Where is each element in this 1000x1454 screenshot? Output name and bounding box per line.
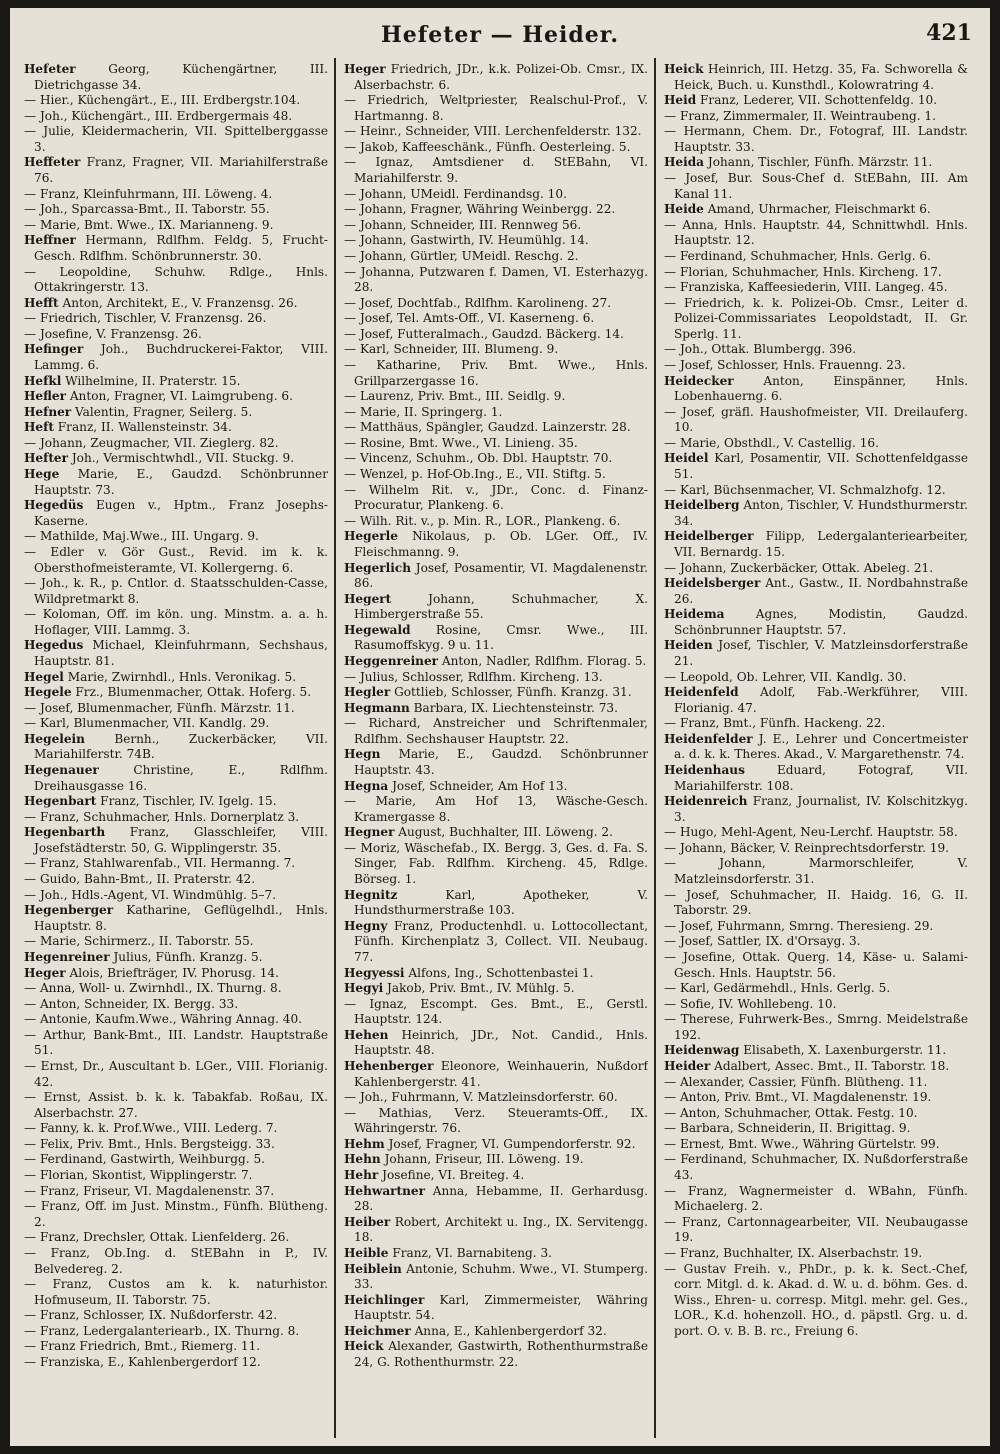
directory-entry: — Wilhelm Rit. v., JDr., Conc. d. Finanz-Procuratur, Plankeng. 6. — [344, 482, 648, 513]
directory-entry: — Rosine, Bmt. Wwe., VI. Linieng. 35. — [344, 435, 578, 450]
directory-entry: Hehwartner Anna, Hebamme, II. Gerhardusg. 28. — [344, 1183, 648, 1214]
directory-entry: — Barbara, Schneiderin, II. Brigittag. 9. — [664, 1121, 911, 1136]
directory-entry: — Franz, Friseur, VI. Magdalenenstr. 37. — [24, 1183, 275, 1198]
directory-entry: — Julie, Kleidermacherin, VII. Spittelberggasse 3. — [24, 124, 328, 154]
directory-entry: — Anton, Schneider, IX. Bergg. 33. — [24, 996, 239, 1011]
directory-entry: — Franz, Cartonnagearbeiter, VII. Neubaugasse 19. — [664, 1214, 968, 1245]
directory-entry: Hefkl Wilhelmine, II. Praterstr. 15. — [24, 373, 241, 388]
directory-entry: Heger Alois, Briefträger, IV. Phorusg. 14. — [24, 965, 279, 980]
directory-entry: — Alexander, Cassier, Fünfh. Blütheng. 11. — [664, 1074, 928, 1089]
directory-entry: — Franz, Bmt., Fünfh. Hackeng. 22. — [664, 716, 886, 731]
directory-entry: Heick Heinrich, III. Hetzg. 35, Fa. Schworella & Heick, Buch. u. Kunsthdl., Kolowratring 4. — [664, 62, 968, 92]
directory-entry: — Katharine, Priv. Bmt. Wwe., Hnls. Grillparzergasse 16. — [344, 357, 648, 388]
directory-entry: Hegler Gottlieb, Schlosser, Fünfh. Kranzg. 31. — [344, 685, 632, 700]
directory-entry: — Johann, Marmorschleifer, V. Matzleinsdorferstr. 31. — [664, 856, 968, 887]
directory-entry: — Marie, Bmt. Wwe., IX. Marianneng. 9. — [24, 217, 274, 232]
directory-entry: — Marie, Obsthdl., V. Castellig. 16. — [664, 435, 879, 450]
directory-entry: Hegn Marie, E., Gaudzd. Schönbrunner Hauptstr. 43. — [344, 747, 648, 778]
directory-entry: Hehm Josef, Fragner, VI. Gumpendorferstr. 92. — [344, 1136, 636, 1151]
directory-entry: Heggenreiner Anton, Nadler, Rdlfhm. Florag. 5. — [344, 653, 647, 668]
directory-entry: Hegenreiner Julius, Fünfh. Kranzg. 5. — [24, 949, 263, 964]
directory-entry: — Franz, Stahlwarenfab., VII. Hermanng. 7. — [24, 856, 296, 871]
directory-entry: Hefft Anton, Architekt, E., V. Franzensg. 26. — [24, 295, 298, 310]
directory-entry: — Anton, Priv. Bmt., VI. Magdalenenstr. 19. — [664, 1090, 932, 1105]
directory-entry: — Mathias, Verz. Steueramts-Off., IX. Währingerstr. 76. — [344, 1105, 648, 1136]
directory-entry: Hegyi Jakob, Priv. Bmt., IV. Mühlg. 5. — [344, 981, 575, 996]
directory-entry: — Karl, Schneider, III. Blumeng. 9. — [344, 342, 559, 357]
directory-entry: — Joh., k. R., p. Cntlor. d. Staatsschulden-Casse, Wildpretmarkt 8. — [24, 576, 328, 606]
directory-entry: Heichmer Anna, E., Kahlenbergerdorf 32. — [344, 1323, 607, 1338]
directory-entry: Hefler Anton, Fragner, VI. Laimgrubeng. 6. — [24, 389, 293, 404]
directory-entry: — Florian, Schuhmacher, Hnls. Kircheng. 17. — [664, 264, 942, 279]
directory-entry: — Johann, UMeidl. Ferdinandsg. 10. — [344, 186, 567, 201]
directory-entry: Heiden Josef, Tischler, V. Matzleinsdorferstraße 21. — [664, 638, 968, 668]
page-title: Hefeter — Heider. — [380, 22, 620, 48]
directory-entry: — Joh., Hdls.-Agent, VI. Windmühlg. 5–7. — [24, 887, 277, 902]
directory-entry: Heft Franz, II. Wallensteinstr. 34. — [24, 420, 232, 435]
directory-entry: — Johann, Gastwirth, IV. Heumühlg. 14. — [344, 233, 589, 248]
directory-entry: — Johann, Schneider, III. Rennweg 56. — [344, 217, 582, 232]
directory-entry: — Josef, Schuhmacher, II. Haidg. 16, G. II. Taborstr. 29. — [664, 887, 968, 918]
directory-entry: Hegnitz Karl, Apotheker, V. Hundsthurmerstraße 103. — [344, 887, 648, 918]
directory-entry: — Josefine, V. Franzensg. 26. — [24, 326, 202, 341]
directory-entry: — Hugo, Mehl-Agent, Neu-Lerchf. Hauptstr. 58. — [664, 825, 958, 840]
page-number: 421 — [926, 20, 972, 46]
directory-entry: — Arthur, Bank-Bmt., III. Landstr. Hauptstraße 51. — [24, 1027, 328, 1058]
directory-entry: — Josef, Tel. Amts-Off., VI. Kaserneng. 6. — [344, 311, 595, 326]
directory-entry: Hegerle Nikolaus, p. Ob. LGer. Off., IV. Fleischmanng. 9. — [344, 529, 648, 559]
directory-entry: Heidelberg Anton, Tischler, V. Hundsthurmerstr. 34. — [664, 498, 968, 528]
directory-entry: — Franz, Off. im Just. Minstm., Fünfh. Blütheng. 2. — [24, 1199, 328, 1229]
directory-entry: — Joh., Ottak. Blumbergg. 396. — [664, 342, 857, 357]
directory-entry: — Moriz, Wäschefab., IX. Bergg. 3, Ges. d. Fa. S. Singer, Fab. Rdlfhm. Kircheng. 45, Rdlge. Börseg. 1. — [344, 840, 648, 887]
directory-entry: — Antonie, Kaufm.Wwe., Währing Annag. 40. — [24, 1012, 302, 1027]
directory-entry: — Leopold, Ob. Lehrer, VII. Kandlg. 30. — [664, 669, 907, 684]
directory-entry: — Johann, Zuckerbäcker, Ottak. Abeleg. 21. — [664, 560, 934, 575]
directory-entry: Heide Amand, Uhrmacher, Fleischmarkt 6. — [664, 202, 931, 217]
directory-entry: — Gustav Freih. v., PhDr., p. k. k. Sect.-Chef, corr. Mitgl. d. k. Akad. d. W. u. d. böhm. Ges. d. Wiss., Ehren- u. corresp. Mitgl. mehr. gel. Ges., LOR., K.d. hohenzoll. HO., d. päpstl. Grg. u. d. port. O. v. B. B. rc., Freiung 6. — [664, 1261, 968, 1338]
directory-entry: Hegedus Michael, Kleinfuhrmann, Sechshaus, Hauptstr. 81. — [24, 638, 328, 668]
directory-entry: — Hier., Küchengärt., E., III. Erdbergstr.104. — [24, 93, 301, 108]
directory-entry: — Johann, Bäcker, V. Reinprechtsdorferstr. 19. — [664, 840, 950, 855]
directory-entry: — Ignaz, Escompt. Ges. Bmt., E., Gerstl. Hauptstr. 124. — [344, 996, 648, 1027]
directory-entry: Hegenbart Franz, Tischler, IV. Igelg. 15. — [24, 794, 277, 809]
directory-entry: — Franz, Custos am k. k. naturhistor. Hofmuseum, II. Taborstr. 75. — [24, 1277, 328, 1307]
directory-entry: — Anna, Hnls. Hauptstr. 44, Schnittwhdl. Hnls. Hauptstr. 12. — [664, 217, 968, 248]
directory-entry: — Marie, Schirmerz., II. Taborstr. 55. — [24, 934, 254, 949]
directory-entry: Hegna Josef, Schneider, Am Hof 13. — [344, 778, 568, 793]
directory-entry: — Ferdinand, Schuhmacher, IX. Nußdorferstraße 43. — [664, 1152, 968, 1183]
directory-entry: Hegny Franz, Productenhdl. u. Lottocollectant, Fünfh. Kirchenplatz 3, Collect. VII. Neubaug. 77. — [344, 918, 648, 964]
directory-entry: Heidel Karl, Posamentir, VII. Schottenfeldgasse 51. — [664, 451, 968, 482]
directory-entry: Hegmann Barbara, IX. Liechtensteinstr. 73. — [344, 700, 618, 715]
directory-entry: — Joh., Fuhrmann, V. Matzleinsdorferstr. 60. — [344, 1090, 618, 1105]
directory-entry: — Wenzel, p. Hof-Ob.Ing., E., VII. Stiftg. 5. — [344, 467, 606, 482]
directory-entry: — Franz, Ledergalanteriearb., IX. Thurng. 8. — [24, 1323, 300, 1338]
column-divider — [334, 58, 336, 1438]
page-header — [10, 8, 990, 50]
directory-entry: — Johann, Zeugmacher, VII. Zieglerg. 82. — [24, 435, 279, 450]
directory-entry: Hegel Marie, Zwirnhdl., Hnls. Veronikag. 5. — [24, 669, 297, 684]
directory-entry: Hegert Johann, Schuhmacher, X. Himbergerstraße 55. — [344, 591, 648, 622]
directory-entry: — Franziska, E., Kahlenbergerdorf 12. — [24, 1354, 261, 1369]
directory-entry: — Marie, II. Springerg. 1. — [344, 404, 503, 419]
directory-entry: — Ernest, Bmt. Wwe., Währing Gürtelstr. 99. — [664, 1136, 940, 1151]
directory-entry: — Josef, Sattler, IX. d'Orsayg. 3. — [664, 934, 861, 949]
directory-entry: — Josef, Fuhrmann, Smrng. Theresieng. 29. — [664, 918, 934, 933]
directory-entry: — Josefine, Ottak. Querg. 14, Käse- u. Salami-Gesch. Hnls. Hauptstr. 56. — [664, 949, 968, 980]
directory-entry: — Josef, gräfl. Haushofmeister, VII. Dreilauferg. 10. — [664, 404, 968, 435]
directory-entry: Hehen Heinrich, JDr., Not. Candid., Hnls. Hauptstr. 48. — [344, 1027, 648, 1058]
directory-entry: Hegewald Rosine, Cmsr. Wwe., III. Rasumoffskyg. 9 u. 11. — [344, 622, 648, 653]
directory-entry: Heiber Robert, Architekt u. Ing., IX. Servitengg. 18. — [344, 1214, 648, 1245]
directory-entry: Hegenauer Christine, E., Rdlfhm. Dreihausgasse 16. — [24, 763, 328, 793]
directory-entry: — Franz, Kleinfuhrmann, III. Löweng. 4. — [24, 186, 273, 201]
directory-entry: Heider Adalbert, Assec. Bmt., II. Taborstr. 18. — [664, 1059, 950, 1073]
directory-entry: — Friedrich, Tischler, V. Franzensg. 26. — [24, 311, 267, 326]
directory-entry: — Franz, Buchhalter, IX. Alserbachstr. 19. — [664, 1245, 923, 1260]
directory-entry: Heffeter Franz, Fragner, VII. Mariahilferstraße 76. — [24, 155, 328, 186]
directory-entry: — Anna, Woll- u. Zwirnhdl., IX. Thurng. 8. — [24, 981, 282, 996]
directory-entry: Hehr Josefine, VI. Breiteg. 4. — [344, 1168, 525, 1183]
directory-entry: — Joh., Küchengärt., III. Erdbergermais 48. — [24, 108, 293, 123]
directory-entry: — Mathilde, Maj.Wwe., III. Ungarg. 9. — [24, 529, 259, 544]
directory-entry: — Franz Friedrich, Bmt., Riemerg. 11. — [24, 1339, 261, 1354]
directory-entry: — Ferdinand, Gastwirth, Weihburgg. 5. — [24, 1152, 265, 1167]
directory-entry: — Leopoldine, Schuhw. Rdlge., Hnls. Ottakringerstr. 13. — [24, 264, 328, 295]
directory-entry: — Franz, Wagnermeister d. WBahn, Fünfh. Michaelerg. 2. — [664, 1183, 968, 1214]
directory-entry: — Julius, Schlosser, Rdlfhm. Kircheng. 13. — [344, 669, 603, 684]
directory-entry: Hehenberger Eleonore, Weinhauerin, Nußdorf Kahlenbergerstr. 41. — [344, 1059, 648, 1089]
column-divider — [654, 58, 656, 1438]
directory-entry: — Felix, Priv. Bmt., Hnls. Bergsteigg. 33. — [24, 1136, 275, 1151]
directory-entry: — Guido, Bahn-Bmt., II. Praterstr. 42. — [24, 872, 256, 887]
directory-entry: Hegenbarth Franz, Glasschleifer, VIII. Josefstädterstr. 50, G. Wipplingerstr. 35. — [24, 825, 328, 855]
directory-entry: — Friedrich, Weltpriester, Realschul-Prof., V. Hartmanng. 8. — [344, 93, 648, 123]
directory-entry: — Karl, Gedärmehdl., Hnls. Gerlg. 5. — [664, 981, 891, 996]
directory-entry: Hehn Johann, Friseur, III. Löweng. 19. — [344, 1152, 584, 1167]
directory-entry: — Karl, Blumenmacher, VII. Kandlg. 29. — [24, 716, 270, 731]
directory-entry: — Sofie, IV. Wohllebeng. 10. — [664, 996, 837, 1011]
directory-entry: Heidecker Anton, Einspänner, Hnls. Lobenhauerng. 6. — [664, 373, 968, 404]
directory-entry: Heidenreich Franz, Journalist, IV. Kolschitzkyg. 3. — [664, 794, 968, 824]
directory-entry: Hegner August, Buchhalter, III. Löweng. 2. — [344, 825, 613, 840]
directory-entry: Heichlinger Karl, Zimmermeister, Währing Hauptstr. 54. — [344, 1292, 648, 1323]
directory-entry: — Franz, Drechsler, Ottak. Lienfelderg. 26. — [24, 1230, 290, 1245]
directory-entry: — Ernst, Assist. b. k. k. Tabakfab. Roßau, IX. Alserbachstr. 27. — [24, 1090, 328, 1120]
directory-entry: — Franz, Schuhmacher, Hnls. Dornerplatz 3. — [24, 809, 300, 824]
directory-entry: — Richard, Anstreicher und Schriftenmaler, Rdlfhm. Sechshauser Hauptstr. 22. — [344, 716, 648, 746]
directory-entry: — Therese, Fuhrwerk-Bes., Smrng. Meidelstraße 192. — [664, 1012, 968, 1042]
directory-entry: Heidenfeld Adolf, Fab.-Werkführer, VIII. Florianig. 47. — [664, 685, 968, 715]
column-1 — [24, 62, 328, 1438]
directory-entry: Hefter Joh., Vermischtwhdl., VII. Stuckg. 9. — [24, 451, 295, 466]
directory-entry: Hegelein Bernh., Zuckerbäcker, VII. Mariahilferstr. 74B. — [24, 731, 328, 762]
directory-entry: — Vincenz, Schuhm., Ob. Dbl. Hauptstr. 70. — [344, 451, 613, 466]
directory-entry: Hegele Frz., Blumenmacher, Ottak. Hoferg. 5. — [24, 685, 312, 700]
directory-entry: Hefinger Joh., Buchdruckerei-Faktor, VIII. Lammg. 6. — [24, 342, 328, 372]
directory-entry: — Josef, Schlosser, Hnls. Frauenng. 23. — [664, 357, 906, 372]
directory-entry: — Jakob, Kaffeeschänk., Fünfh. Oesterleing. 5. — [344, 139, 631, 154]
directory-entry: Heidenfelder J. E., Lehrer und Concertmeister a. d. k. k. Theres. Akad., V. Margarethenstr. 74. — [664, 731, 968, 762]
directory-entry: — Marie, Am Hof 13, Wäsche-Gesch. Kramergasse 8. — [344, 794, 648, 824]
directory-entry: Heger Friedrich, JDr., k.k. Polizei-Ob. Cmsr., IX. Alserbachstr. 6. — [344, 62, 648, 92]
directory-entry: — Franziska, Kaffeesiederin, VIII. Langeg. 45. — [664, 280, 948, 295]
column-2 — [344, 62, 648, 1438]
directory-entry: Heidelsberger Ant., Gastw., II. Nordbahnstraße 26. — [664, 576, 968, 606]
directory-entry: — Laurenz, Priv. Bmt., III. Seidlg. 9. — [344, 389, 566, 404]
directory-entry: — Franz, Zimmermaler, II. Weintraubeng. 1. — [664, 108, 936, 123]
directory-entry: — Anton, Schuhmacher, Ottak. Festg. 10. — [664, 1105, 918, 1120]
directory-page — [10, 8, 990, 1446]
directory-entry: — Franz, Schlosser, IX. Nußdorferstr. 42. — [24, 1308, 278, 1323]
directory-entry: Heible Franz, VI. Barnabiteng. 3. — [344, 1245, 553, 1260]
column-3 — [664, 62, 968, 1438]
directory-entry: — Heinr., Schneider, VIII. Lerchenfelderstr. 132. — [344, 124, 642, 139]
directory-entry: — Franz, Ob.Ing. d. StEBahn in P., IV. Belvedereg. 2. — [24, 1245, 328, 1276]
directory-entry: — Fanny, k. k. Prof.Wwe., VIII. Lederg. 7. — [24, 1121, 278, 1136]
directory-entry: — Josef, Futteralmach., Gaudzd. Bäckerg. 14. — [344, 326, 624, 341]
directory-entry: — Ernst, Dr., Auscultant b. LGer., VIII. Florianig. 42. — [24, 1059, 328, 1089]
directory-entry: Heid Franz, Lederer, VII. Schottenfeldg. 10. — [664, 93, 938, 108]
directory-entry: — Josef, Bur. Sous-Chef d. StEBahn, III. Am Kanal 11. — [664, 171, 968, 201]
directory-entry: — Koloman, Off. im kön. ung. Minstm. a. a. h. Hoflager, VIII. Lammg. 3. — [24, 607, 328, 637]
directory-entry: — Johanna, Putzwaren f. Damen, VI. Esterhazyg. 28. — [344, 264, 648, 295]
directory-entry: Heida Johann, Tischler, Fünfh. Märzstr. 11. — [664, 155, 933, 170]
directory-entry: — Josef, Dochtfab., Rdlfhm. Karolineng. 27. — [344, 295, 612, 310]
directory-entry: Heidenhaus Eduard, Fotograf, VII. Mariahilferstr. 108. — [664, 763, 968, 793]
directory-entry: Heidenwag Elisabeth, X. Laxenburgerstr. 11. — [664, 1043, 947, 1058]
directory-entry: — Friedrich, k. k. Polizei-Ob. Cmsr., Leiter d. Polizei-Commissariates Leopoldstadt, II. Gr. Sperlg. 11. — [664, 295, 968, 341]
directory-entry: — Joh., Sparcassa-Bmt., II. Taborstr. 55. — [24, 202, 270, 217]
directory-entry: — Johann, Fragner, Währing Weinbergg. 22. — [344, 202, 616, 217]
directory-entry: — Hermann, Chem. Dr., Fotograf, III. Landstr. Hauptstr. 33. — [664, 124, 968, 154]
directory-entry: Hegenberger Katharine, Geflügelhdl., Hnls. Hauptstr. 8. — [24, 903, 328, 933]
directory-entry: — Wilh. Rit. v., p. Min. R., LOR., Plankeng. 6. — [344, 513, 621, 528]
directory-entry: — Ignaz, Amtsdiener d. StEBahn, VI. Mariahilferstr. 9. — [344, 155, 648, 186]
directory-entry: Hege Marie, E., Gaudzd. Schönbrunner Hauptstr. 73. — [24, 467, 328, 497]
directory-entry: Hegerlich Josef, Posamentir, VI. Magdalenenstr. 86. — [344, 560, 648, 591]
directory-entry: Hegyessi Alfons, Ing., Schottenbastei 1. — [344, 965, 594, 980]
directory-entry: — Ferdinand, Schuhmacher, Hnls. Gerlg. 6. — [664, 248, 931, 263]
directory-entry: Hegedüs Eugen v., Hptm., Franz Josephs-Kaserne. — [24, 498, 328, 528]
directory-entry: Heick Alexander, Gastwirth, Rothenthurmstraße 24, G. Rothenthurmstr. 22. — [344, 1339, 648, 1369]
directory-entry: — Edler v. Gör Gust., Revid. im k. k. Obersthofmeisteramte, VI. Kollergerng. 6. — [24, 544, 328, 575]
directory-entry: Heidema Agnes, Modistin, Gaudzd. Schönbrunner Hauptstr. 57. — [664, 607, 968, 637]
directory-entry: — Josef, Blumenmacher, Fünfh. Märzstr. 11. — [24, 700, 295, 715]
directory-entry: Hefner Valentin, Fragner, Seilerg. 5. — [24, 404, 253, 419]
directory-entry: Hefeter Georg, Küchengärtner, III. Dietrichgasse 34. — [24, 62, 328, 92]
directory-entry: — Karl, Büchsenmacher, VI. Schmalzhofg. 12. — [664, 482, 946, 497]
directory-entry: Heiblein Antonie, Schuhm. Wwe., VI. Stumperg. 33. — [344, 1261, 648, 1292]
directory-entry: Heidelberger Filipp, Ledergalanteriearbeiter, VII. Bernardg. 15. — [664, 529, 968, 559]
directory-entry: Heffner Hermann, Rdlfhm. Feldg. 5, Frucht-Gesch. Rdlfhm. Schönbrunnerstr. 30. — [24, 233, 328, 263]
directory-entry: — Matthäus, Spängler, Gaudzd. Lainzerstr. 28. — [344, 420, 631, 435]
directory-entry: — Florian, Skontist, Wipplingerstr. 7. — [24, 1168, 253, 1183]
directory-entry: — Johann, Gürtler, UMeidl. Reschg. 2. — [344, 248, 579, 263]
